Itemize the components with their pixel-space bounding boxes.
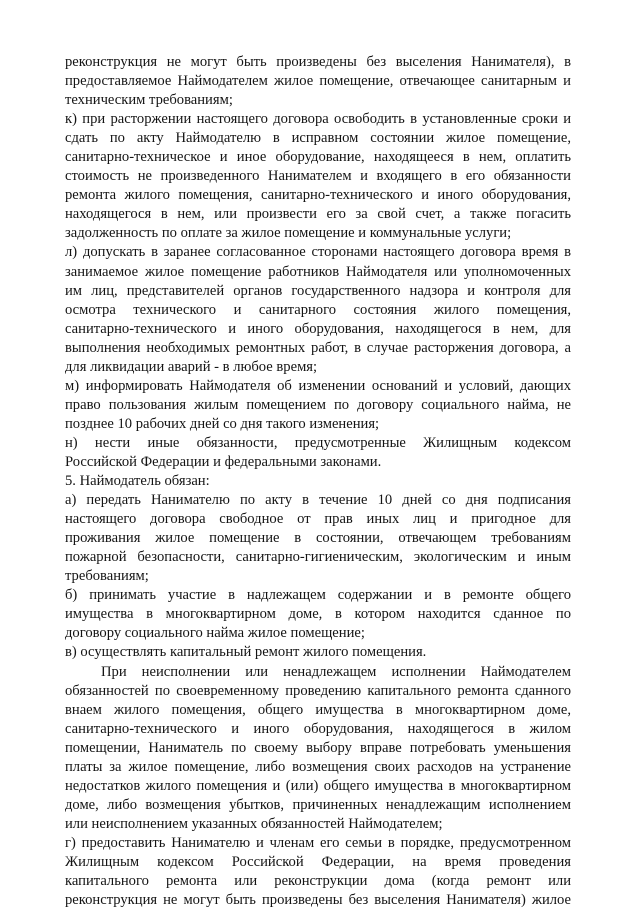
text-line: Российской Федерации и федеральными законами. (65, 453, 382, 470)
text-line: обязанностей по своевременному проведению капитального ремонта сданного (65, 682, 571, 699)
text-line: стоимость не произведенного Нанимателем и входящего в его обязанности (65, 168, 571, 185)
text-line: имущества в многоквартирном доме, в котором находится сданное по (65, 606, 571, 623)
text-line: помещении, Наниматель по своему выбору вправе потребовать уменьшения (65, 739, 571, 756)
text-line: доме, либо возмещения убытков, причиненных ненадлежащим исполнением (65, 796, 571, 813)
text-line: санитарно-техническое и иное оборудование, находящееся в нем, оплатить (65, 149, 571, 166)
text-line: реконструкция не могут быть произведены без выселения Нанимателя), в (65, 54, 571, 70)
text-line: л) допускать в заранее согласованное сторонами настоящего договора время в (65, 244, 571, 261)
text-line: г) предоставить Нанимателю и членам его семьи в порядке, предусмотренном (65, 834, 571, 851)
text-line: пожарной безопасности, санитарно-гигиеническим, экологическим и иным (65, 549, 571, 566)
text-line: задолженность по оплате за жилое помещение и коммунальные услуги; (65, 225, 512, 242)
document-body-text (65, 53, 571, 910)
text-line: в) осуществлять капитальный ремонт жилого помещения. (65, 644, 427, 661)
text-line: капитального ремонта или реконструкции дома (когда ремонт или (65, 873, 571, 890)
text-line: внаем жилого помещения, общего имущества в многоквартирном доме, (65, 701, 571, 718)
text-line: н) нести иные обязанности, предусмотренные Жилищным кодексом (65, 434, 571, 451)
text-line: платы за жилое помещение, либо возмещения своих расходов на устранение (65, 758, 571, 775)
text-line: или неисполнением указанных обязанностей Наймодателем; (65, 815, 443, 832)
text-line: м) информировать Наймодателя об изменении оснований и условий, дающих (65, 377, 571, 394)
text-line: реконструкция не могут быть произведены без выселения Нанимателя) жилое (65, 892, 571, 909)
text-line: санитарно-технического и иного оборудования, находящегося в жилом (65, 720, 571, 737)
text-line: находящегося в нем, или произвести его за свой счет, а также погасить (65, 206, 571, 223)
text-line: к) при расторжении настоящего договора освободить в установленные сроки и (65, 111, 571, 128)
text-line: договору социального найма жилое помещение; (65, 625, 365, 642)
text-line: При неисполнении или ненадлежащем исполнении Наймодателем (101, 663, 571, 680)
text-line: настоящего договора свободное от прав иных лиц и пригодное для (65, 511, 571, 528)
text-line: им лиц, представителей органов государственного надзора и контроля для (65, 282, 571, 299)
text-line: осмотра технического и санитарного состояния жилого помещения, (65, 301, 571, 318)
text-line: техническим требованиям; (65, 92, 233, 109)
text-line: занимаемое жилое помещение работников Наймодателя или уполномоченных (65, 263, 571, 280)
text-line: требованиям; (65, 568, 149, 585)
text-line: а) передать Нанимателю по акту в течение 10 дней со дня подписания (65, 492, 571, 509)
text-line: предоставляемое Наймодателем жилое помещение, отвечающее санитарным и (65, 73, 571, 90)
text-line: ремонта жилого помещения, санитарно-технического и иного оборудования, (65, 187, 571, 204)
text-line: проживания жилое помещение в состоянии, отвечающем требованиям (65, 530, 571, 547)
text-line: санитарно-технического и иного оборудования, находящегося в нем, для (65, 320, 571, 337)
text-line: позднее 10 рабочих дней со дня такого изменения; (65, 415, 380, 432)
text-line: сдать по акту Наймодателю в исправном состоянии жилое помещение, (65, 130, 571, 147)
text-line: выполнения необходимых ремонтных работ, в случае расторжения договора, а (65, 339, 571, 356)
text-line: Жилищным кодексом Российской Федерации, на время проведения (65, 853, 571, 870)
text-line: право пользования жилым помещением по договору социального найма, не (65, 396, 571, 413)
text-line: для ликвидации аварий - в любое время; (65, 358, 318, 375)
text-line: б) принимать участие в надлежащем содержании и в ремонте общего (65, 587, 571, 604)
text-line: 5. Наймодатель обязан: (65, 473, 210, 490)
text-line: недостатков жилого помещения и (или) общего имущества в многоквартирном (65, 777, 571, 794)
